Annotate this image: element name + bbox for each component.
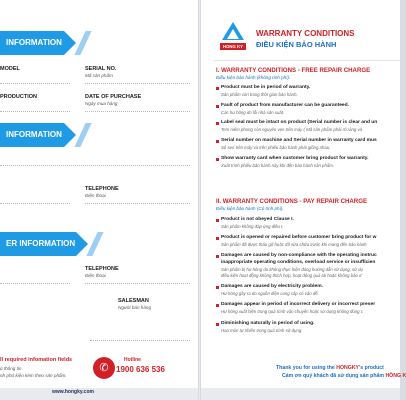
thank-you-brand: HONGKY [336,365,360,371]
required-fields-note: ll required infomation fields [0,357,73,363]
condition-vi: Số seri trên máy và trên phiếu bảo hành phải giống nhau. [221,145,331,150]
condition-vi-line-2: điều kiện hoạt động không thích hợp, hoạt động quá tải hoặc không bảo d [221,273,362,278]
bullet-icon [216,219,219,222]
logo-text: HONG KY [220,43,246,50]
hotline-block[interactable] [93,355,163,385]
condition-vi: Hư hỏng xuất hiện trong quá trình vận chuyển hoặc sử dụng không đúng c [221,309,363,314]
condition-en-line-2: inappropriate operating conditions, overload service or insufficien [221,260,376,265]
bullet-icon [216,87,219,90]
section-pay-repair-heading: II. WARRANTY CONDITIONS - PAY REPAIR CHARGE [216,198,368,205]
condition-vi: Tem niêm phong còn nguyên vẹn trên máy ( Mã sản phẩm phải rõ ràng và [221,127,363,132]
telephone-line[interactable] [85,203,190,204]
condition-en: Show warranty card when customer bring product for warranty. [221,156,369,161]
bullet-icon [216,304,219,307]
condition-en: Product must be in period of warranty. [221,85,311,90]
left-footer-strip [0,388,198,400]
bullet-icon [216,323,219,326]
bullet-icon [216,122,219,125]
date-of-purchase-label: DATE OF PURCHASE [85,94,142,100]
hongky-logo [220,22,246,58]
serial-no-line[interactable] [85,83,190,84]
condition-en: Fault of product from manufacturer can be guaranteed. [221,103,349,108]
condition-en: Serial number on machine and Serial number in warranty card mus [221,138,377,143]
logo-triangle-inner [227,29,239,39]
serial-no-sub: Mã sản phẩm [85,73,113,78]
dealer-information-banner [0,232,76,256]
condition-vi: Hao mòn tự nhiên trong quá trình sử dụng. [221,328,303,333]
condition-vi: Sản phẩm bị hư hỏng do không thực hiện đúng hướng dẫn sử dụng, sử dụ [221,267,363,272]
banner-stripe [86,232,103,256]
dealer-telephone-line[interactable] [85,283,190,284]
banner-label: ER INFORMATION [6,239,76,248]
thank-you-vi-brand: HỒNG K [385,373,406,379]
production-label: PRODUCTION [0,94,37,100]
customer-information-banner [0,123,64,147]
signature-line[interactable] [90,340,190,341]
hotline-title: Hotline [124,357,141,363]
date-of-purchase-line[interactable] [85,111,190,112]
condition-vi: Sản phẩm đã được tháo gỡ hoặc đã sửa chữa trước khi mang đến bảo hành [221,242,367,247]
thank-you-vi-prefix: Cám ơn quý khách đã sử dụng sản phẩm [282,373,386,379]
required-fields-sub-1: ủ thông tin [0,366,22,371]
condition-vi: Các hư hỏng do lỗi nhà sản xuất. [221,110,285,115]
telephone-label: TELEPHONE [85,186,119,192]
condition-vi: Sản phẩm không đáp ứng điều I. [221,224,284,229]
bullet-icon [216,237,219,240]
bullet-icon [216,158,219,161]
condition-en: Label seal must be intact on product (Serial number is clear and un [221,120,378,125]
model-line[interactable] [0,83,70,84]
customer-name-line[interactable] [0,165,190,166]
website-link[interactable]: www.hongky.com [52,389,94,395]
salesman-sub: Người bán hàng [118,305,152,310]
title-divider [214,60,400,61]
condition-en: Damages appear in period of incorrect delivery or incorrect preser [221,302,376,307]
phone-icon: ✆ [93,357,115,379]
hotline-number: 1900 636 536 [116,365,165,374]
condition-en: Damages are caused by non-compliance with the operating instruc [221,253,377,258]
condition-en: Damages are caused by electricity problem. [221,284,323,289]
bullet-icon [216,255,219,258]
condition-vi: Hư hỏng gây ra do nguồn điện cung cấp có vấn đề. [221,291,319,296]
date-of-purchase-sub: Ngày mua hàng [85,101,118,106]
thank-you-prefix: Thank you for using the [276,365,337,371]
section-free-repair-heading: I. WARRANTY CONDITIONS - FREE REPAIR CHARGE [216,67,371,74]
salesman-label: SALESMAN [118,298,149,304]
thank-you-suffix: 's product [359,365,384,371]
product-information-banner [0,31,64,55]
bullet-icon [216,105,219,108]
dealer-address-line[interactable] [0,283,70,284]
dealer-telephone-label: TELEPHONE [85,266,119,272]
bullet-icon [216,286,219,289]
telephone-sub: Điện thoại [85,193,106,198]
condition-en: Product is opened or repaired before customer bring product for w [221,235,377,240]
banner-label: INFORMATION [6,38,62,47]
production-line[interactable] [0,111,70,112]
required-fields-sub-2: nh phủ kiện kèm theo sản phẩm. [0,373,67,378]
warranty-title-vi: ĐIỀU KIỆN BẢO HÀNH [256,40,337,49]
model-label: MODEL [0,66,20,72]
condition-vi: Xuất trình phiếu bảo hành này khi đến bảo hành sản phẩm. [221,163,334,168]
banner-stripe [74,123,91,147]
section-pay-repair-sub: Điều kiện bảo hành (Có tính phí). [216,206,284,211]
condition-en: Diminishing naturally in period of using. [221,321,315,326]
section-free-repair-sub: Điều kiện bảo hành (không tính phí). [216,75,291,80]
condition-vi: Sản phẩm còn trong thời gian bảo hành. [221,92,298,97]
banner-stripe [74,31,91,55]
serial-no-label: SERIAL NO. [85,66,117,72]
dealer-telephone-sub: Điện thoại [85,273,106,278]
thank-you-en [276,365,384,371]
right-footer-strip [201,388,400,400]
warranty-title: WARRANTY CONDITIONS [256,29,355,38]
thank-you-vi [282,373,406,379]
condition-en: Product is not obeyed Clause I. [221,217,294,222]
warranty-info-panel [0,0,198,400]
banner-label: INFORMATION [6,130,62,139]
customer-address-line[interactable] [0,203,70,204]
bullet-icon [216,140,219,143]
